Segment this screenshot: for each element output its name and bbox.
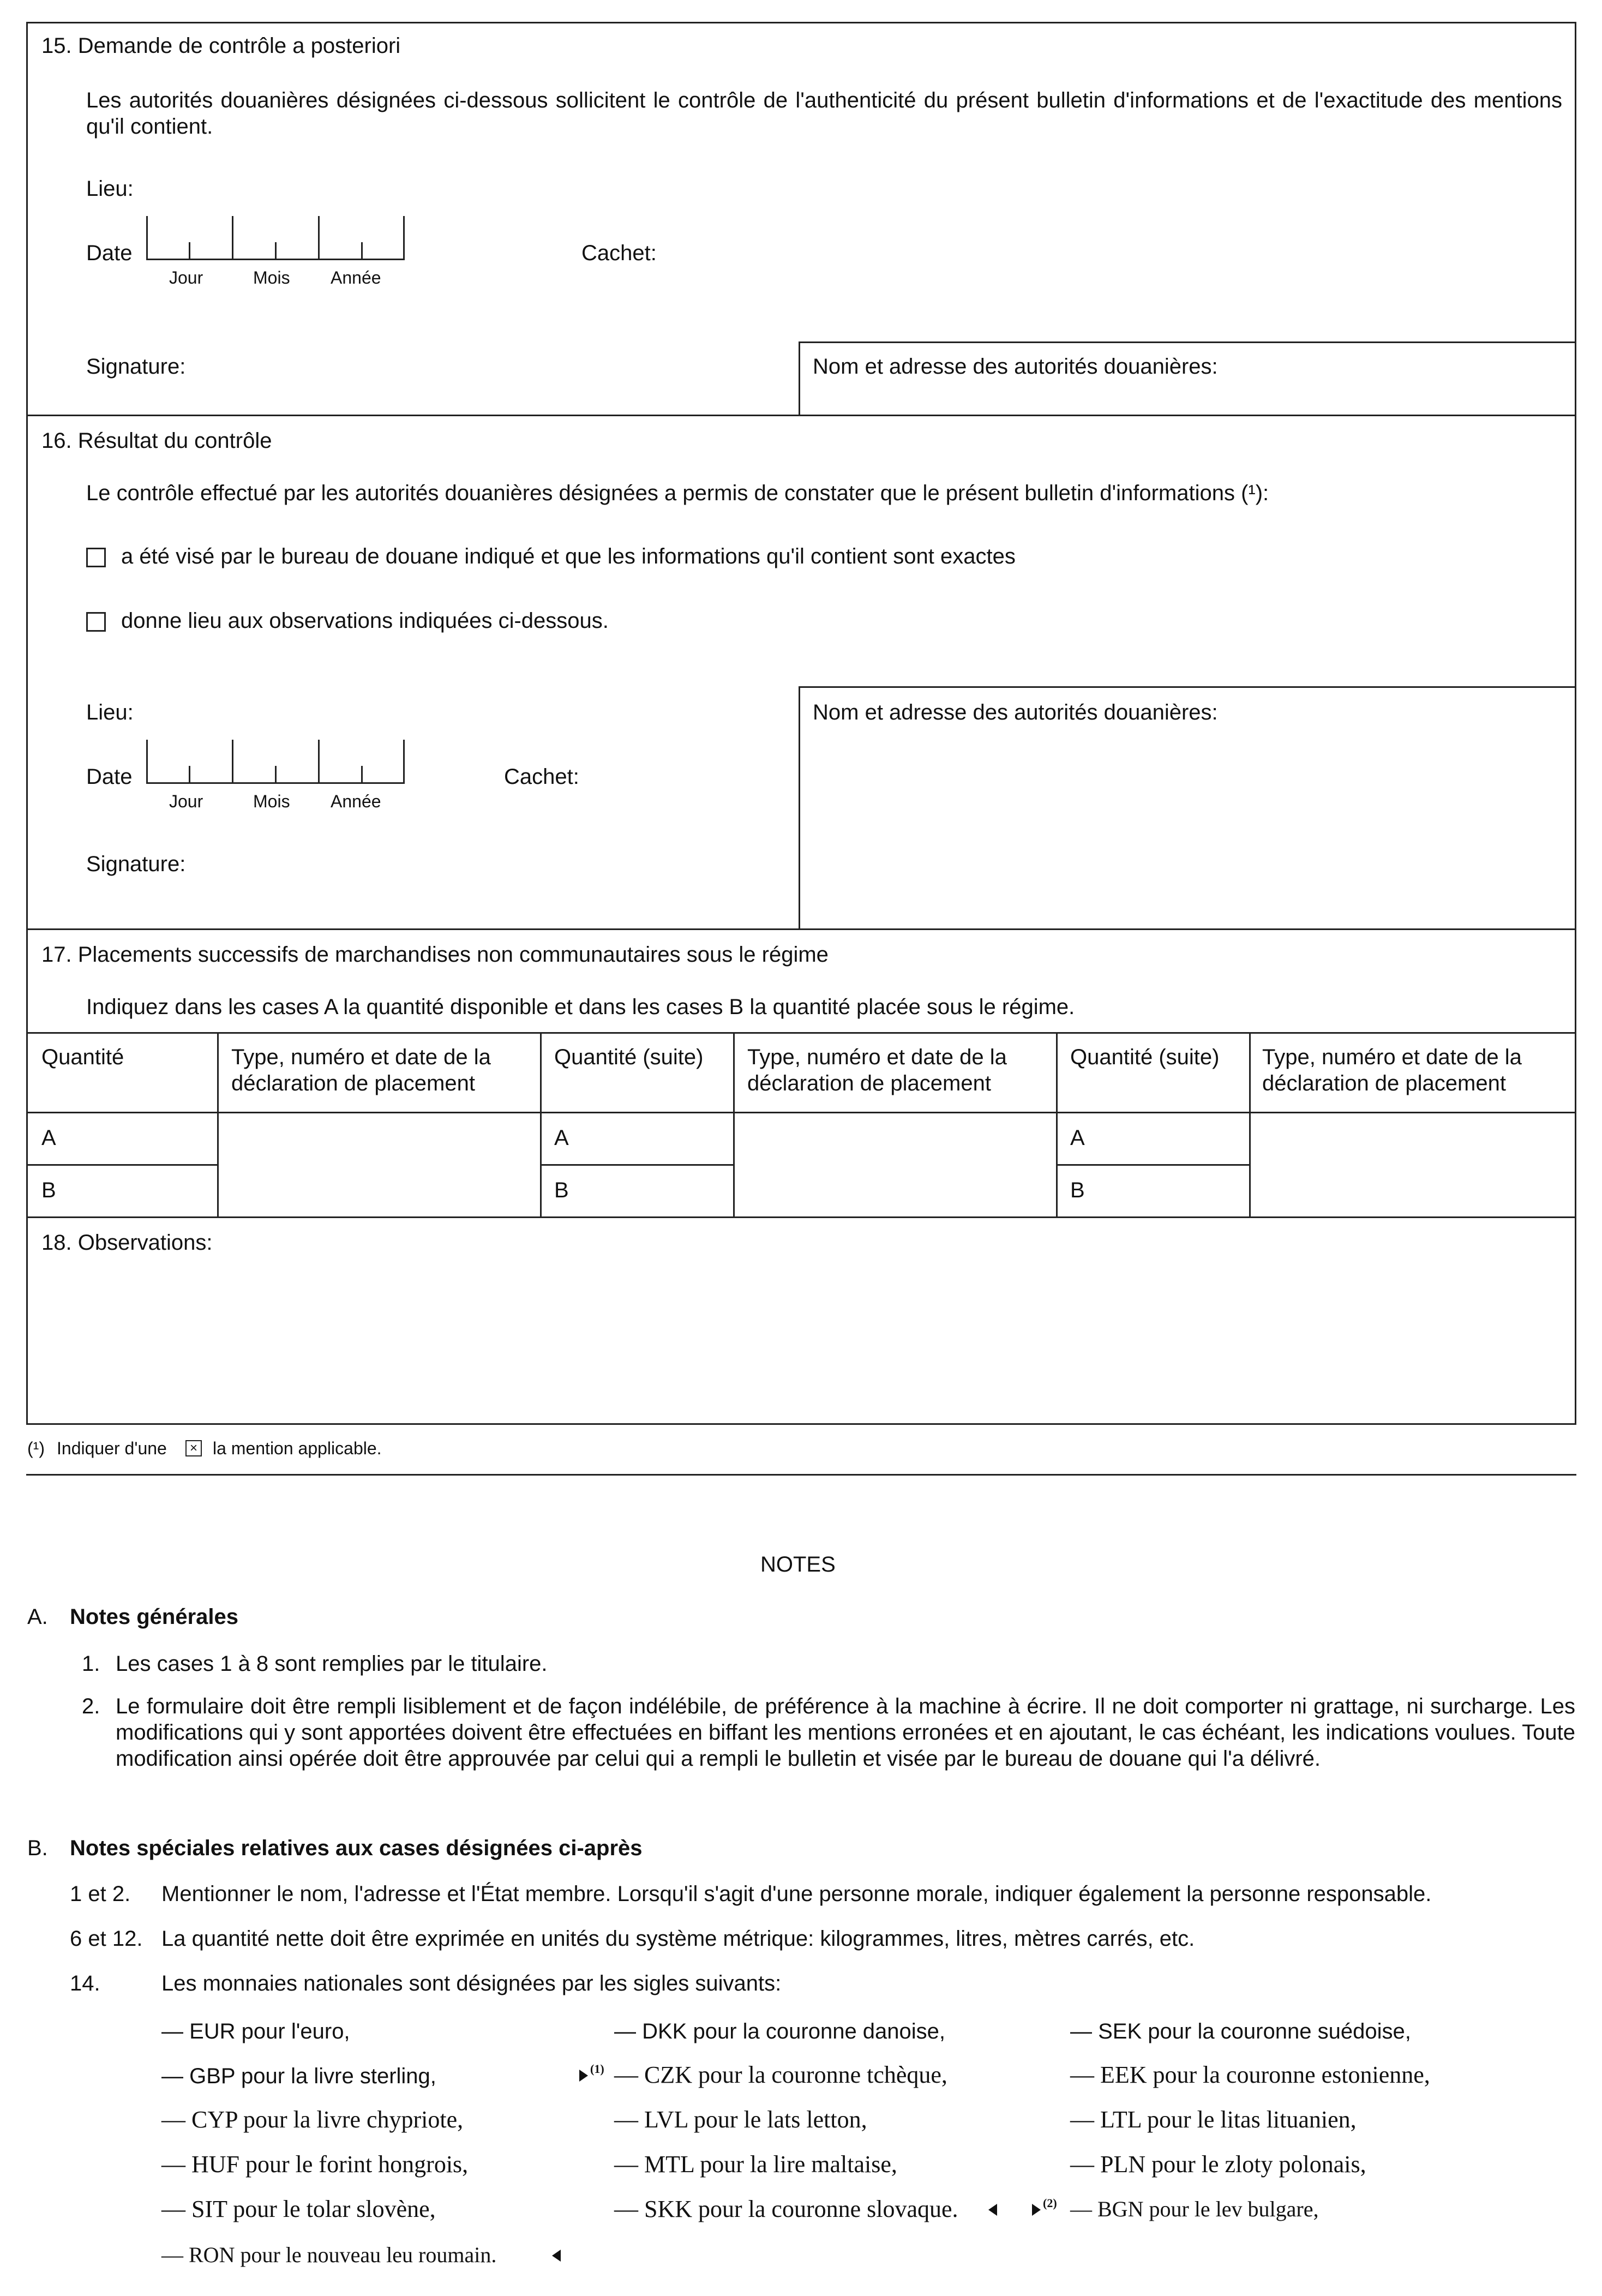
s16-option-observations-checkbox[interactable] (86, 612, 106, 632)
currency-cyp: — CYP pour la livre chypriote, (161, 2106, 464, 2133)
footnote-mark: (¹) (27, 1438, 45, 1458)
s16-cachet-label: Cachet: (504, 765, 579, 789)
notes-b1-number: 1 et 2. (70, 1882, 131, 1906)
s16-option-observations-label: donne lieu aux observations indiquées ci-dessous. (121, 609, 609, 633)
s17-header-type-3: Type, numéro et date de la déclaration de placement (1262, 1045, 1522, 1095)
amendment-end-marker-icon (552, 2250, 561, 2262)
notes-a-title: Notes générales (70, 1605, 239, 1629)
s15-annee-label: Année (331, 268, 381, 287)
s17-title: 17. Placements successifs de marchandises non communautaires sous le régime (41, 943, 829, 967)
s16-option-exact-checkbox[interactable] (86, 548, 106, 567)
notes-a2-text: Le formulaire doit être rempli lisiblement et de façon indélébile, de préférence à la machine à écrire. Il ne doit comporter ni grattage, ni surcharge. Les modifications qui y sont apportées doivent être effectuées en biffant les mentions erronées et en ajoutant, le cas échéant, les indications voulues. Toute modification ainsi opérée doit être approuvée par celui qui a rempli le bulletin et visée par le bureau de douane qui l'a délivré. (116, 1694, 1575, 1771)
s16-lieu-label: Lieu: (86, 700, 134, 724)
currency-mtl: — MTL pour la lire maltaise, (614, 2151, 897, 2178)
currency-huf: — HUF pour le forint hongrois, (161, 2151, 469, 2178)
s17-header-type-2: Type, numéro et date de la déclaration de placement (747, 1045, 1007, 1095)
s15-paragraph: Les autorités douanières désignées ci-dessous sollicitent le contrôle de l'authenticité du présent bulletin d'informations et de l'exactitude des mentions qu'il contient. (86, 88, 1562, 139)
amendment-end-marker-icon (988, 2204, 997, 2216)
notes-a-letter: A. (27, 1605, 48, 1629)
s15-signature-label: Signature: (86, 355, 186, 379)
s16-mois-label: Mois (253, 792, 290, 811)
s17-row-a-2: A (554, 1126, 569, 1150)
s18-title: 18. Observations: (41, 1231, 213, 1255)
currency-skk: — SKK pour la couronne slovaque. (614, 2196, 958, 2222)
notes-heading: NOTES (760, 1552, 836, 1576)
footnote-text-pre: Indiquer d'une (57, 1438, 167, 1458)
s17-row-b-2: B (554, 1178, 569, 1202)
s16-date-label: Date (86, 765, 133, 789)
footnote-divider (26, 1474, 1576, 1476)
s15-authority-label: Nom et adresse des autorités douanières: (813, 355, 1218, 379)
s17-header-quantity-3: Quantité (suite) (1070, 1045, 1220, 1069)
currency-eek: — EEK pour la couronne estonienne, (1070, 2061, 1430, 2088)
s16-paragraph: Le contrôle effectué par les autorités douanières désignées a permis de constater que le présent bulletin d'informations (¹): (86, 481, 1269, 505)
notes-a1-text: Les cases 1 à 8 sont remplies par le titulaire. (116, 1652, 548, 1676)
notes-b-letter: B. (27, 1836, 48, 1860)
currency-lvl: — LVL pour le lats letton, (614, 2106, 867, 2133)
notes-b3-text: Les monnaies nationales sont désignées par les sigles suivants: (161, 1971, 782, 1995)
s15-date-field[interactable] (146, 216, 405, 262)
s15-date-label: Date (86, 241, 133, 265)
footnote-text-post: la mention applicable. (213, 1438, 382, 1458)
currency-czk: — CZK pour la couronne tchèque, (614, 2061, 947, 2088)
notes-b-title: Notes spéciales relatives aux cases désignées ci-après (70, 1836, 643, 1860)
s16-option-exact-label: a été visé par le bureau de douane indiqué et que les informations qu'il contient sont exactes (121, 544, 1016, 568)
currency-sit: — SIT pour le tolar slovène, (161, 2196, 436, 2222)
notes-b3-number: 14. (70, 1971, 100, 1995)
s15-mois-label: Mois (253, 268, 290, 287)
s16-title: 16. Résultat du contrôle (41, 429, 272, 453)
s15-title: 15. Demande de contrôle a posteriori (41, 34, 401, 58)
s16-jour-label: Jour (169, 792, 203, 811)
s17-row-b-3: B (1070, 1178, 1085, 1202)
currency-sek: — SEK pour la couronne suédoise, (1070, 2019, 1411, 2043)
currency-eur: — EUR pour l'euro, (161, 2019, 350, 2043)
currency-ltl: — LTL pour le litas lituanien, (1070, 2106, 1357, 2133)
notes-b1-text: Mentionner le nom, l'adresse et l'État membre. Lorsqu'il s'agit d'une personne morale, indiquer également la personne responsable. (161, 1882, 1432, 1906)
s16-authority-label: Nom et adresse des autorités douanières: (813, 700, 1218, 724)
s15-cachet-label: Cachet: (581, 241, 657, 265)
s17-header-type-1: Type, numéro et date de la déclaration de placement (231, 1045, 491, 1095)
s17-row-a-3: A (1070, 1126, 1085, 1150)
s16-date-field[interactable] (146, 740, 405, 786)
amendment-1-ref: (1) (590, 2062, 604, 2076)
currency-bgn: — BGN pour le lev bulgare, (1070, 2197, 1319, 2221)
currency-dkk: — DKK pour la couronne danoise, (614, 2019, 946, 2043)
s17-row-b-1: B (41, 1178, 56, 1202)
notes-b2-text: La quantité nette doit être exprimée en unités du système métrique: kilogrammes, litres, mètres carrés, etc. (161, 1927, 1195, 1951)
s16-signature-label: Signature: (86, 852, 186, 876)
s17-paragraph: Indiquez dans les cases A la quantité disponible et dans les cases B la quantité placée sous le régime. (86, 995, 1075, 1019)
amendment-start-marker-icon (1032, 2204, 1041, 2216)
s17-header-quantity-1: Quantité (41, 1045, 124, 1069)
currency-gbp: — GBP pour la livre sterling, (161, 2064, 436, 2088)
s15-lieu-label: Lieu: (86, 177, 134, 201)
currency-pln: — PLN pour le zloty polonais, (1070, 2151, 1366, 2178)
amendment-2-ref: (2) (1043, 2196, 1057, 2210)
footnote-checked-box-icon: × (185, 1440, 202, 1456)
s17-header-quantity-2: Quantité (suite) (554, 1045, 704, 1069)
currency-ron: — RON pour le nouveau leu roumain. (161, 2243, 497, 2267)
s16-annee-label: Année (331, 792, 381, 811)
s17-row-a-1: A (41, 1126, 56, 1150)
notes-b2-number: 6 et 12. (70, 1927, 143, 1951)
notes-a1-number: 1. (82, 1652, 100, 1676)
notes-a2-number: 2. (82, 1694, 100, 1718)
s15-jour-label: Jour (169, 268, 203, 287)
amendment-start-marker-icon (579, 2070, 588, 2082)
